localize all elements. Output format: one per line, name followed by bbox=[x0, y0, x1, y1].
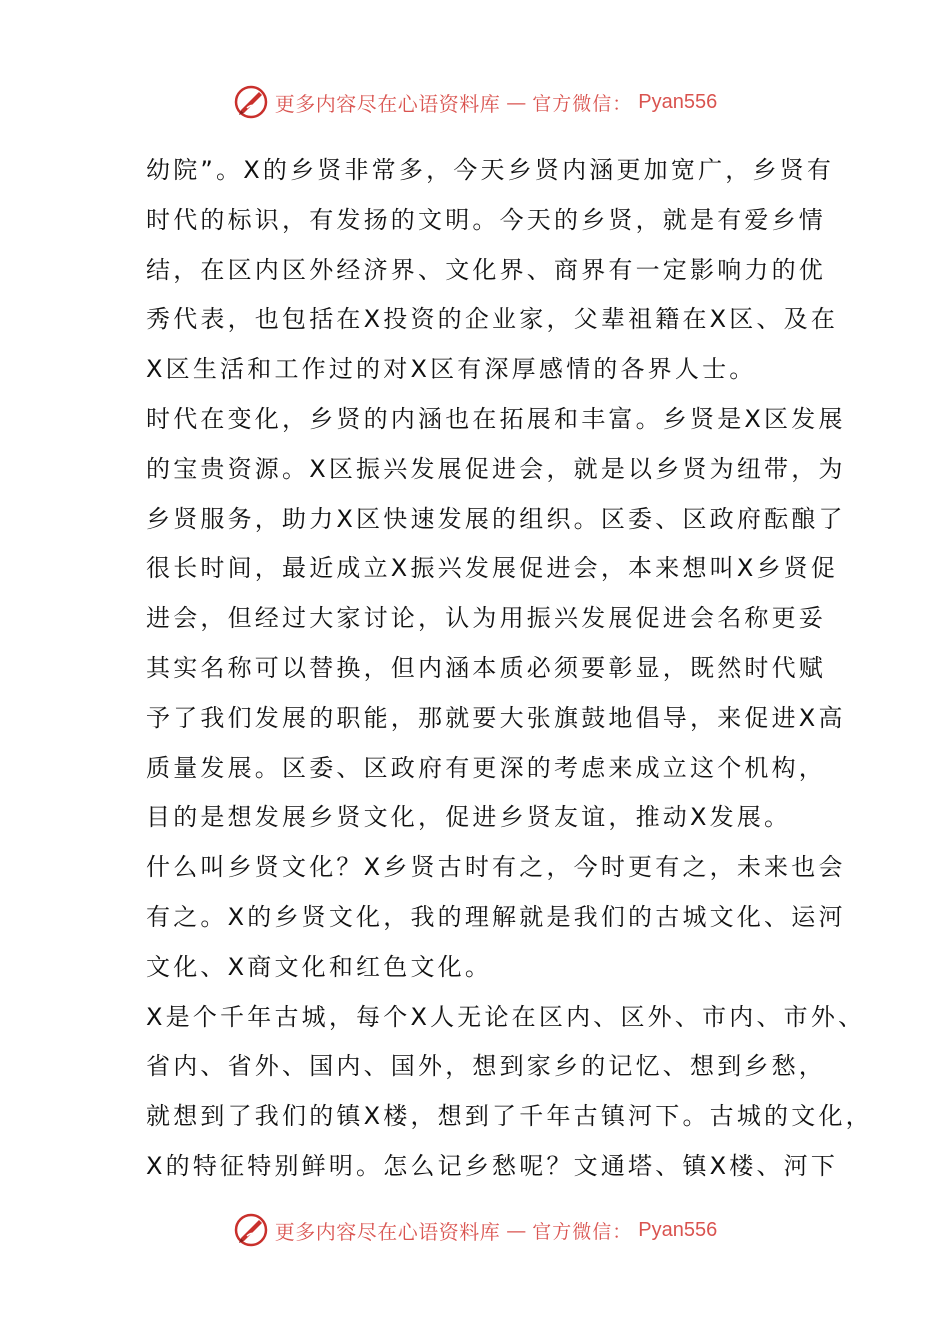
banner-main-text: 更多内容尽在心语资料库 bbox=[274, 1219, 501, 1244]
text-line: 幼院”。X的乡贤非常多，今天乡贤内涵更加宽广，乡贤有 bbox=[146, 156, 835, 184]
text-line: 有之。X的乡贤文化，我的理解就是我们的古城文化、运河 bbox=[146, 902, 846, 931]
text-line: 进会，但经过大家讨论，认为用振兴发展促进会名称更妥 bbox=[146, 604, 826, 633]
text-line: 乡贤服务，助力X区快速发展的组织。区委、区政府酝酿了 bbox=[146, 504, 846, 533]
banner-wechat-id: Pyan556 bbox=[638, 1218, 718, 1241]
watermark-banner bbox=[233, 1212, 717, 1248]
text-line: 什么叫乡贤文化？X乡贤古时有之，今时更有之，未来也会 bbox=[146, 853, 846, 882]
banner-dash: — bbox=[506, 90, 527, 114]
watermark-banner bbox=[233, 84, 717, 120]
pen-logo-icon bbox=[233, 1212, 269, 1248]
text-line: 质量发展。区委、区政府有更深的考虑来成立这个机构， bbox=[146, 753, 826, 782]
text-line: 就想到了我们的镇X楼，想到了千年古镇河下。古城的文化， bbox=[146, 1102, 873, 1131]
text-line: 结，在区内区外经济界、文化界、商界有一定影响力的优 bbox=[146, 255, 826, 284]
banner-wechat-id: Pyan556 bbox=[638, 90, 718, 113]
banner-label: 官方微信： bbox=[532, 92, 633, 115]
banner-main-text: 更多内容尽在心语资料库 bbox=[274, 91, 501, 116]
text-line: X的特征特别鲜明。怎么记乡愁呢？文通塔、镇X楼、河下 bbox=[146, 1151, 839, 1180]
banner-dash: — bbox=[506, 1218, 527, 1242]
text-line: 时代的标识，有发扬的文明。今天的乡贤，就是有爱乡情 bbox=[146, 205, 826, 234]
text-line: 予了我们发展的职能，那就要大张旗鼓地倡导，来促进X高 bbox=[146, 703, 846, 732]
pen-logo-icon bbox=[233, 84, 269, 120]
document-body bbox=[146, 146, 873, 1192]
text-line: 其实名称可以替换，但内涵本质必须要彰显，既然时代赋 bbox=[146, 653, 826, 682]
text-line: X是个千年古城，每个X人无论在区内、区外、市内、市外、 bbox=[146, 1002, 866, 1031]
text-line: 时代在变化，乡贤的内涵也在拓展和丰富。乡贤是X区发展 bbox=[146, 404, 846, 433]
text-line: X区生活和工作过的对X区有深厚感情的各界人士。 bbox=[146, 355, 757, 384]
text-line: 的宝贵资源。X区振兴发展促进会，就是以乡贤为纽带，为 bbox=[146, 454, 846, 483]
banner-label: 官方微信： bbox=[532, 1220, 633, 1243]
text-line: 秀代表，也包括在X投资的企业家，父辈祖籍在X区、及在 bbox=[146, 305, 839, 334]
text-line: 很长时间，最近成立X振兴发展促进会，本来想叫X乡贤促 bbox=[146, 554, 839, 583]
header-banner bbox=[0, 80, 950, 124]
text-line: 文化、X商文化和红色文化。 bbox=[146, 952, 493, 981]
text-line: 省内、省外、国内、国外，想到家乡的记忆、想到乡愁， bbox=[146, 1052, 826, 1081]
footer-banner bbox=[0, 1208, 950, 1252]
text-line: 目的是想发展乡贤文化，促进乡贤友谊，推动X发展。 bbox=[146, 803, 792, 832]
